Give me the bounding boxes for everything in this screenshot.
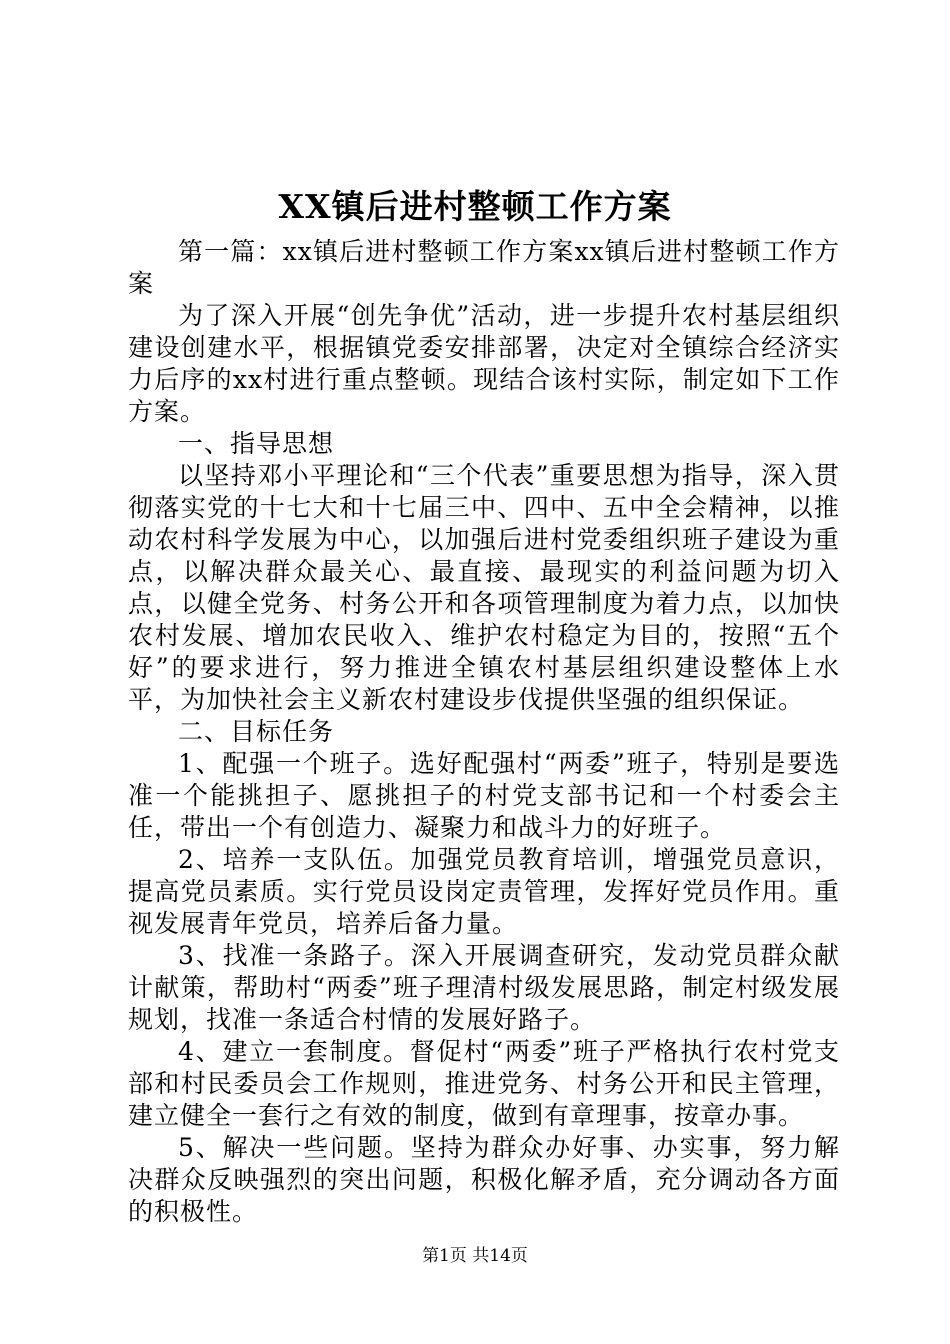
page-number: 第1页 共14页: [422, 1246, 528, 1266]
paragraph: 为了深入开展“创先争优”活动，进一步提升农村基层组织建设创建水平，根据镇党委安排部署，决定对全镇综合经济实力后序的xx村进行重点整顿。现结合该村实际，制定如下工作方案。: [128, 301, 840, 426]
list-item: 4、建立一套制度。督促村“两委”班子严格执行农村党支部和村民委员会工作规则，推进党务、村务公开和民主管理，建立健全一套行之有效的制度，做到有章理事，按章办事。: [128, 1037, 840, 1130]
paragraph: 以坚持邓小平理论和“三个代表”重要思想为指导，深入贯彻落实党的十七大和十七届三中、四中、五中全会精神，以推动农村科学发展为中心，以加强后进村党委组织班子建设为重点，以解决群众最关心、最直接、最现实的利益问题为切入点，以健全党务、村务公开和各项管理制度为着力点，以加快农村发展、增加农民收入、维护农村稳定为目的，按照“五个好”的要求进行，努力推进全镇农村基层组织建设整体上水平，为加快社会主义新农村建设步伐提供坚强的组织保证。: [128, 461, 840, 714]
list-item: 2、培养一支队伍。加强党员教育培训，增强党员意识，提高党员素质。实行党员设岗定责管理，发挥好党员作用。重视发展青年党员，培养后备力量。: [128, 845, 840, 938]
list-item: 1、配强一个班子。选好配强村“两委”班子，特别是要选准一个能挑担子、愿挑担子的村党支部书记和一个村委会主任，带出一个有创造力、凝聚力和战斗力的好班子。: [128, 749, 840, 842]
document-body: [128, 210, 840, 1228]
paragraph-intro: 第一篇：xx镇后进村整顿工作方案xx镇后进村整顿工作方案: [128, 237, 840, 298]
list-item: 5、解决一些问题。坚持为群众办好事、办实事，努力解决群众反映强烈的突出问题，积极化解矛盾，充分调动各方面的积极性。: [128, 1133, 840, 1226]
document-title: XX镇后进村整顿工作方案: [278, 187, 672, 226]
section-heading: 一、指导思想: [178, 429, 335, 458]
list-item: 3、找准一条路子。深入开展调查研究，发动党员群众献计献策，帮助村“两委”班子理清村级发展思路，制定村级发展规划，找准一条适合村情的发展好路子。: [128, 941, 840, 1034]
section-heading: 二、目标任务: [178, 717, 335, 746]
